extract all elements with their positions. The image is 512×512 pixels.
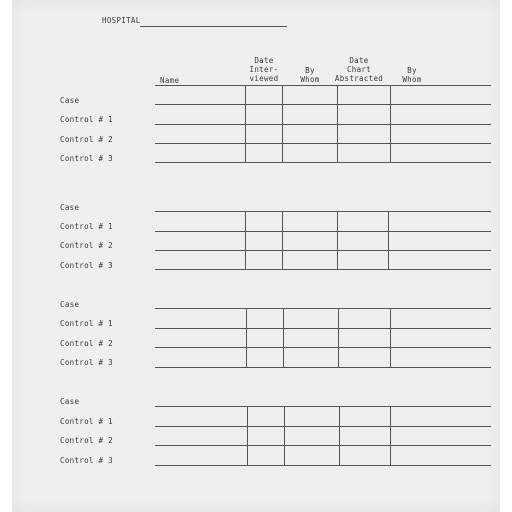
header-by-whom-1-line1: By: [305, 66, 315, 75]
column-divider: [337, 211, 338, 270]
header-by-whom-1-line2: Whom: [300, 75, 320, 84]
entry-line[interactable]: [155, 250, 491, 251]
entry-line[interactable]: [155, 269, 491, 270]
header-date-chart-line3: Abstracted: [334, 74, 384, 83]
row-label-case: Case: [60, 397, 80, 406]
entry-line[interactable]: [155, 104, 491, 105]
column-divider: [282, 211, 283, 270]
row-label-control-2: Control # 2: [60, 241, 113, 250]
entry-line[interactable]: [155, 162, 491, 163]
header-by-whom-1: [290, 66, 330, 84]
hospital-label: HOSPITAL: [102, 16, 141, 25]
column-divider: [339, 406, 340, 466]
header-date-chart-line2: Chart: [346, 65, 372, 74]
header-date-interviewed-line3: viewed: [249, 74, 279, 83]
entry-line[interactable]: [155, 406, 491, 407]
row-label-case: Case: [60, 203, 80, 212]
column-divider: [282, 85, 283, 163]
row-label-control-1: Control # 1: [60, 115, 113, 124]
column-divider: [247, 406, 248, 466]
entry-line[interactable]: [155, 211, 491, 212]
hospital-field-line[interactable]: [140, 26, 287, 27]
column-divider: [337, 85, 338, 163]
column-divider: [388, 211, 389, 270]
row-label-control-3: Control # 3: [60, 358, 113, 367]
column-divider: [245, 211, 246, 270]
header-date-interviewed: [246, 56, 282, 83]
entry-line[interactable]: [155, 328, 491, 329]
entry-line[interactable]: [155, 465, 491, 466]
column-divider: [283, 308, 284, 368]
row-label-control-2: Control # 2: [60, 339, 113, 348]
row-label-control-1: Control # 1: [60, 319, 113, 328]
row-label-case: Case: [60, 300, 80, 309]
entry-line[interactable]: [155, 426, 491, 427]
entry-line[interactable]: [155, 367, 491, 368]
entry-line[interactable]: [155, 143, 491, 144]
row-label-control-3: Control # 3: [60, 456, 113, 465]
row-label-control-1: Control # 1: [60, 222, 113, 231]
row-label-control-3: Control # 3: [60, 261, 113, 270]
column-divider: [390, 308, 391, 368]
table-rule: [155, 85, 491, 86]
column-divider: [245, 85, 246, 163]
header-by-whom-2-line1: By: [407, 66, 417, 75]
header-by-whom-2: [392, 66, 432, 84]
header-name: Name: [160, 76, 180, 85]
row-label-control-2: Control # 2: [60, 436, 113, 445]
header-date-interviewed-line2: Inter-: [249, 65, 279, 74]
entry-line[interactable]: [155, 124, 491, 125]
column-divider: [246, 308, 247, 368]
row-label-control-3: Control # 3: [60, 154, 113, 163]
entry-line[interactable]: [155, 231, 491, 232]
header-by-whom-2-line2: Whom: [402, 75, 422, 84]
entry-line[interactable]: [155, 445, 491, 446]
header-date-interviewed-line1: Date: [254, 56, 274, 65]
entry-line[interactable]: [155, 308, 491, 309]
row-label-control-2: Control # 2: [60, 135, 113, 144]
entry-line[interactable]: [155, 347, 491, 348]
header-date-chart-line1: Date: [349, 56, 369, 65]
column-divider: [284, 406, 285, 466]
row-label-case: Case: [60, 96, 80, 105]
column-divider: [390, 406, 391, 466]
row-label-control-1: Control # 1: [60, 417, 113, 426]
column-divider: [338, 308, 339, 368]
header-date-chart-abstracted: [333, 56, 385, 83]
column-divider: [390, 85, 391, 163]
